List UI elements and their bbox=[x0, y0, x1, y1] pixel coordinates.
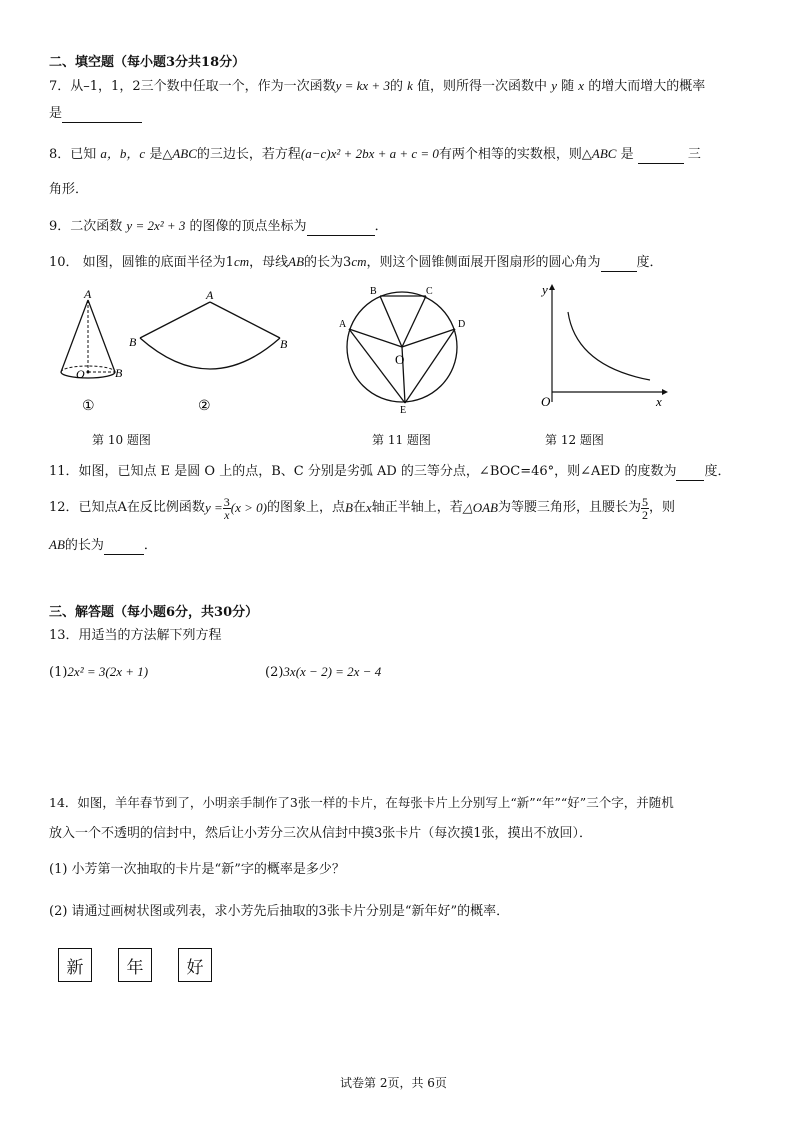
fig10-label-a: A bbox=[84, 287, 92, 301]
fig10-sector-label-a: A bbox=[206, 288, 214, 302]
q12-answer-blank[interactable] bbox=[104, 540, 144, 555]
q8-text-e: 是 bbox=[620, 147, 634, 162]
q7-text-c: 值，则所得一次函数中 bbox=[417, 79, 548, 94]
q7-text-e: 的增大而增大的概率 bbox=[588, 79, 706, 94]
q7-answer-blank[interactable] bbox=[62, 108, 142, 123]
q11-answer-blank[interactable] bbox=[676, 466, 704, 481]
figure-12-graph bbox=[532, 282, 672, 414]
figure-11-circle bbox=[334, 282, 474, 416]
fig10-label-b: B bbox=[115, 366, 123, 380]
q10-text-c: 的长为3 bbox=[304, 255, 352, 270]
q13-part-2-label: (2) bbox=[265, 665, 284, 680]
q7-var-x: x bbox=[578, 78, 585, 93]
q12-fraction-den: x bbox=[224, 507, 230, 522]
q12-text-f: ，则 bbox=[649, 500, 676, 515]
q8-text-d: 有两个相等的实数根，则△ bbox=[438, 147, 592, 162]
q9-text-c: ． bbox=[374, 219, 388, 234]
question-13-part-2 bbox=[265, 663, 381, 682]
question-9 bbox=[49, 217, 388, 236]
q12-text-a: 12．已知点A在反比例函数 bbox=[49, 500, 205, 515]
q8-triangle: ABC bbox=[172, 146, 197, 161]
fig12-label-o: O bbox=[541, 394, 551, 409]
question-8-line-2: 角形． bbox=[49, 182, 89, 197]
q12-fraction-3-over-x bbox=[223, 496, 231, 521]
q12-domain: (x > 0) bbox=[230, 500, 267, 515]
q12-text-d: 轴正半轴上，若 bbox=[371, 500, 463, 515]
figure-10-cone bbox=[52, 286, 132, 416]
question-8-line-1 bbox=[49, 145, 701, 164]
question-14-sub-1: (1) 小芳第一次抽取的卡片是“新”字的概率是多少？ bbox=[49, 862, 345, 877]
q8-answer-blank[interactable] bbox=[638, 149, 684, 164]
q13-equation-2: 3x(x − 2) = 2x − 4 bbox=[283, 664, 382, 679]
q10-text-a: 10． 如图，圆锥的底面半径为1 bbox=[49, 255, 234, 270]
fig11-label-c: C bbox=[426, 286, 433, 297]
q10-unit-2: cm bbox=[351, 254, 367, 269]
q12-leg-den: 2 bbox=[642, 507, 649, 522]
q10-text-d: ，则这个圆锥侧面展开图扇形的圆心角为 bbox=[366, 255, 601, 270]
q12-fraction-num: 3 bbox=[223, 494, 230, 509]
q11-text-b: 度． bbox=[704, 464, 731, 479]
question-13: 13．用适当的方法解下列方程 bbox=[49, 628, 222, 643]
q10-unit-1: cm bbox=[233, 254, 250, 269]
fig12-label-x: x bbox=[656, 394, 662, 409]
q12-leg-num: 5 bbox=[642, 494, 649, 509]
question-12-line-2 bbox=[49, 536, 157, 555]
q8-vars: a，b，c bbox=[100, 146, 146, 161]
question-10 bbox=[49, 253, 663, 272]
q13-part-1-label: (1) bbox=[49, 665, 68, 680]
q12-text-g: 的长为 bbox=[64, 538, 104, 553]
card-nian: 年 bbox=[118, 948, 152, 982]
question-14-line-2: 放入一个不透明的信封中，然后让小芳分三次从信封中摸3张卡片（每次摸1张，摸出不放回）． bbox=[49, 826, 593, 841]
q9-function: y = 2x² + 3 bbox=[126, 218, 186, 233]
q12-text-e: 为等腰三角形，且腰长为 bbox=[498, 500, 642, 515]
caption-figure-10: 第 10 题图 bbox=[92, 433, 151, 447]
q9-text-a: 9．二次函数 bbox=[49, 219, 123, 234]
question-13-part-1 bbox=[49, 663, 148, 682]
q11-text-a: 11．如图，已知点 E 是圆 O 上的点，B、C 分别是劣弧 AD 的三等分点，∠BOC=46°，则∠AED 的度数为 bbox=[49, 464, 677, 479]
question-7-line-1 bbox=[49, 77, 705, 96]
q7-var-k: k bbox=[407, 78, 413, 93]
q12-segment-ab: AB bbox=[49, 537, 65, 552]
q12-text-b: 的图象上，点 bbox=[266, 500, 345, 515]
page-footer: 试卷第 2页，共 6页 bbox=[340, 1076, 447, 1090]
q9-text-b: 的图像的顶点坐标为 bbox=[189, 219, 307, 234]
q12-text-h: ． bbox=[143, 538, 157, 553]
q10-text-e: 度． bbox=[636, 255, 663, 270]
fig12-label-y: y bbox=[542, 282, 548, 297]
fig11-label-a: A bbox=[339, 319, 347, 330]
fig10-number-1: ① bbox=[82, 399, 95, 414]
q7-function: y = kx + 3 bbox=[335, 78, 390, 93]
question-12-line-1 bbox=[49, 494, 675, 522]
q8-text-b: 是△ bbox=[149, 147, 173, 162]
fig11-label-b: B bbox=[370, 286, 377, 297]
q13-equation-1: 2x² = 3(2x + 1) bbox=[67, 664, 149, 679]
q8-text-c: 的三边长，若方程 bbox=[196, 147, 301, 162]
q12-fraction-5-over-2 bbox=[641, 496, 649, 521]
q12-axis-x: x bbox=[365, 500, 372, 515]
section-2-title: 二、填空题（每小题3分共18分） bbox=[49, 55, 246, 70]
card-xin: 新 bbox=[58, 948, 92, 982]
fig11-label-e: E bbox=[400, 405, 407, 416]
caption-figure-12: 第 12 题图 bbox=[545, 433, 604, 447]
q8-triangle-2: ABC bbox=[591, 146, 617, 161]
card-hao: 好 bbox=[178, 948, 212, 982]
caption-figure-11: 第 11 题图 bbox=[372, 433, 431, 447]
question-14-line-1: 14．如图，羊年春节到了，小明亲手制作了3张一样的卡片，在每张卡片上分别写上“新”“年”“好”三个字，并随机 bbox=[49, 795, 674, 810]
fig10-sector-label-b-left: B bbox=[129, 335, 137, 349]
q12-triangle: △OAB bbox=[462, 500, 498, 515]
fig10-sector-label-b-right: B bbox=[280, 337, 288, 351]
q10-segment-ab: AB bbox=[288, 254, 305, 269]
q9-answer-blank[interactable] bbox=[307, 221, 375, 236]
fig11-label-o: O bbox=[395, 352, 405, 367]
q10-answer-blank[interactable] bbox=[601, 257, 637, 272]
question-14-sub-2: (2) 请通过画树状图或列表，求小芳先后抽取的3张卡片分别是“新年好”的概率． bbox=[49, 904, 510, 919]
q7-text-f: 是 bbox=[49, 106, 63, 121]
q12-point-b: B bbox=[344, 500, 353, 515]
q10-text-b: ，母线 bbox=[249, 255, 289, 270]
q8-text-a: 8．已知 bbox=[49, 147, 97, 162]
figure-10-sector bbox=[126, 286, 296, 416]
question-11 bbox=[49, 463, 731, 481]
question-7-line-2 bbox=[49, 105, 142, 123]
q7-text-d: 随 bbox=[561, 79, 575, 94]
fig10-number-2: ② bbox=[198, 399, 211, 414]
q12-function-y: y = bbox=[204, 500, 223, 515]
fig10-label-o: O bbox=[76, 367, 85, 381]
fig11-label-d: D bbox=[458, 319, 466, 330]
q7-var-y: y bbox=[551, 78, 557, 93]
q8-equation: (a−c)x² + 2bx + a + c = 0 bbox=[300, 146, 439, 161]
q7-text-b: 的 bbox=[389, 79, 403, 94]
section-3-title: 三、解答题（每小题6分，共30分） bbox=[49, 605, 259, 620]
q12-text-c: 在 bbox=[352, 500, 366, 515]
q8-text-f: 三 bbox=[687, 147, 701, 162]
q7-text-a: 7．从–1，1，2三个数中任取一个，作为一次函数 bbox=[49, 79, 336, 94]
